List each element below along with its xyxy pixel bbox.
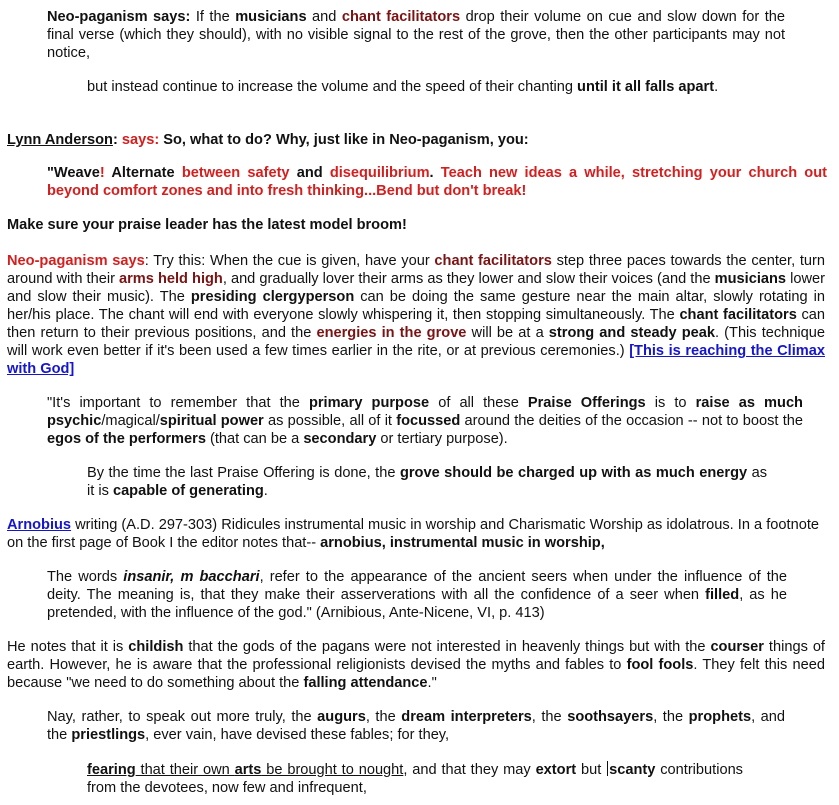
paragraph-broom: Make sure your praise leader has the latest model broom! <box>7 217 407 233</box>
paragraph-neo-paganism-1: Neo-paganism says: If the musicians and chant facilitators drop their volume on cue and slow down for the final verse (which they should), with no visible signal to the rest of the grove, then the other participants may not notice, <box>47 9 786 61</box>
arnobius-link[interactable]: Arnobius <box>7 517 72 533</box>
speaker-label: Neo-paganism says <box>7 253 145 269</box>
speaker-label: Neo-paganism says: <box>47 9 191 25</box>
quote-weave: "Weave! Alternate between safety and disequilibrium. Teach new ideas a while, stretching your church out beyond comfort zones and into fresh thinking...Bend but don't break! <box>47 165 827 199</box>
climax-link[interactable]: [This is reaching the Climax with God] <box>7 343 825 377</box>
quote-praise-offerings: "It's important to remember that the primary purpose of all these Praise Offerings is to raise as much psychic/magical/spiritual power as possible, all of it focussed around the deities of the occasion -- not to boost the egos of the performers (that can be a secondary or tertiary purpose). <box>47 395 803 447</box>
quote-augurs: Nay, rather, to speak out more truly, the augurs, the dream interpreters, the soothsayers, the prophets, and the priestlings, ever vain, have devised these fables; for they, <box>47 709 786 743</box>
paragraph-continue: but instead continue to increase the volume and the speed of their chanting until it all falls apart. <box>87 79 719 95</box>
text-cursor <box>607 761 608 776</box>
paragraph-arnobius: Arnobius writing (A.D. 297-303) Ridicules instrumental music in worship and Charismatic Worship as idolatrous. In a footnote on the first page of Book I the editor notes that-- arnobius, instrumental music in worship, <box>7 517 819 551</box>
quote-insanir: The words insanir, m bacchari, refer to the appearance of the ancient seers when under the influence of the deity. The meaning is, that they make their asserverations with all the confidence of a seer when filled, as he pretended, with the influence of the god." (Arnibious, Ante-Nicene, VI, p. 413) <box>47 569 788 621</box>
quote-grove-charged: By the time the last Praise Offering is done, the grove should be charged up with as much energy as it is capable of generating. <box>87 465 767 499</box>
quote-fearing: fearing that their own arts be brought to nought, and that they may extort but scanty contributions from the devotees, now few and infrequent, <box>87 762 743 796</box>
paragraph-neo-paganism-2: Neo-paganism says: Try this: When the cue is given, have your chant facilitators step three paces towards the center, turn around with their arms held high, and gradually lover their arms as they lower and slow their voices (and the musicians lower and slow their music). The presiding clergyperson can be doing the same gesture near the main altar, slowly rotating in her/his place. The chant will end with everyone slowly whispering it, then stopping simultaneously. The chant facilitators can then return to their previous positions, and the energies in the grove will be at a strong and steady peak. (This technique will work even better if it's been used a few times earlier in the rite, or at previous ceremonies.) [This is reaching the Climax with God] <box>7 253 826 377</box>
paragraph-childish: He notes that it is childish that the gods of the pagans were not interested in heavenly things but with the courser things of earth. However, he is aware that the professional religionists devised the myths and fables to fool fools. They felt this need because "we need to do something about the falling attendance." <box>7 639 825 691</box>
paragraph-lynn-anderson: Lynn Anderson: says: So, what to do? Why, just like in Neo-paganism, you: <box>7 132 529 148</box>
author-name: Lynn Anderson <box>7 132 113 148</box>
